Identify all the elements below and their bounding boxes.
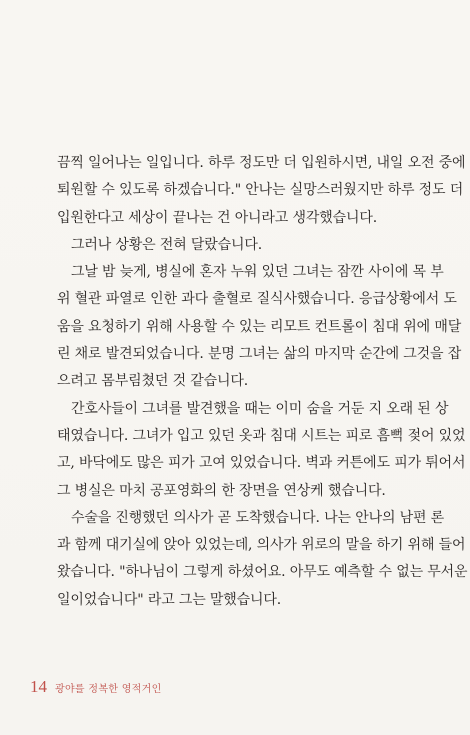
text-line: 으려고 몸부림쳤던 것 같습니다.	[57, 373, 249, 390]
text-line: 태였습니다. 그녀가 입고 있던 옷과 침대 시트는 피로 흠뻑 젖어 있었	[57, 427, 466, 444]
page-footer	[30, 677, 162, 697]
page-number: 14	[30, 677, 47, 696]
text-line: 린 채로 발견되었습니다. 분명 그녀는 삶의 마지막 순간에 그것을 잡	[57, 346, 462, 363]
text-line: 왔습니다. "하나님이 그렇게 하셨어요. 아무도 예측할 수 없는 무서운	[57, 564, 468, 581]
text-line: 일이었습니다" 라고 그는 말했습니다.	[57, 591, 282, 608]
text-line: 고, 바닥에도 많은 피가 고여 있었습니다. 벽과 커튼에도 피가 튀어서	[57, 455, 466, 472]
text-line: 위 혈관 파열로 인한 과다 출혈로 질식사했습니다. 응급상황에서 도	[57, 291, 457, 308]
text-line: 과 함께 대기실에 앉아 있었는데, 의사가 위로의 말을 하기 위해 들어	[57, 537, 466, 554]
text-line: 움을 요청하기 위해 사용할 수 있는 리모트 컨트롤이 침대 위에 매달	[57, 318, 462, 335]
paragraph-start: 그날 밤 늦게, 병실에 혼자 누워 있던 그녀는 잠깐 사이에 목 부	[71, 264, 444, 281]
body-text	[57, 150, 468, 614]
running-title: 광야를 정복한 영적거인	[55, 684, 162, 695]
text-line: 입원한다고 세상이 끝나는 건 아니라고 생각했습니다.	[57, 209, 378, 226]
text-line: 퇴원할 수 있도록 하겠습니다." 안나는 실망스러웠지만 하루 정도 더	[57, 182, 464, 199]
paragraph-start: 그러나 상황은 전혀 달랐습니다.	[71, 236, 263, 253]
paragraph-start: 간호사들이 그녀를 발견했을 때는 이미 숨을 거둔 지 오래 된 상	[71, 400, 449, 417]
paragraph-start: 수술을 진행했던 의사가 곧 도착했습니다. 나는 안나의 남편 론	[71, 509, 445, 526]
text-line: 그 병실은 마치 공포영화의 한 장면을 연상케 했습니다.	[57, 482, 386, 499]
text-line: 끔찍 일어나는 일입니다. 하루 정도만 더 입원하시면, 내일 오전 중에	[57, 155, 466, 171]
